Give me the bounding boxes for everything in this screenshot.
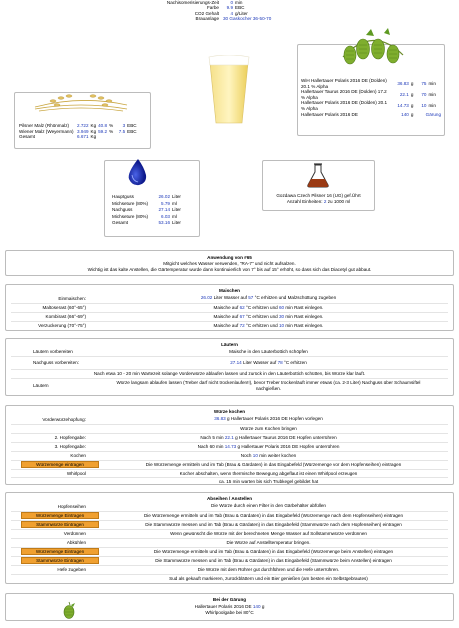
section-title: Bei der Gärung — [212, 597, 247, 602]
abseihen-card — [5, 492, 454, 584]
wuerzemenge-eintragen-button[interactable]: Würzemenge eintragen — [21, 461, 99, 468]
malt-total-row: Gesamt 6.671 Kg — [19, 134, 97, 140]
info-value: 9.9 — [226, 5, 233, 11]
hop-row: Hallertauer Taurus 2016 DE (Dolden) 17.2 % Alpha 22.1 g 70 min — [301, 89, 436, 100]
wuerzemenge-eintragen-button[interactable]: Würzemenge Eintragen — [21, 548, 99, 555]
hop-row: Hallertauer Polaris 2016 DE (Dolden) 20.1 % Alpha 14.73 g 10 min — [301, 100, 436, 111]
laeutern-row: Nach etwa 10 - 20 min Wartezeit solange Vorderwürze ablaufen lassen und zurück in den Läuterbottich schütten, bis Würze klar läuft. — [11, 369, 448, 377]
info-unit: min — [235, 0, 243, 5]
section-title: Maischen — [219, 288, 240, 293]
hops-icon — [338, 27, 408, 71]
water-row: Nachguss 27.14 Liter — [112, 207, 181, 213]
section-title: Würze kochen — [213, 409, 246, 414]
info-unit: EBC — [235, 5, 245, 11]
kochen-row: Vorderwürzehopfung: 36.83 g Hallertauer Polaris 2016 DE Hopfen vorlegen — [42, 416, 323, 422]
water-card — [104, 160, 200, 237]
malt-row: Wiener Malz (Weyermann) 3.949 Kg 59.2 % 7.5 EBC — [19, 128, 137, 134]
abseihen-row: Stammwürze Eintragen Die Stammwürze messen und im Tab (Brau & Gärdaten) in das Eingabefeld (Stammwürze nach dem Hopfenseihen) eintragen — [11, 520, 448, 528]
laeutern-row: Läutern Würze langsam ablaufen lassen (Treber darf nicht trockenlaufen!!), bevor Treber trockenläuft immer etwas (ca. 2-3 Liter) Nachguss über Schaumsiftel nachgießen. — [11, 378, 448, 392]
gaerung-card — [5, 593, 454, 621]
kochen-row: Würzemenge eintragen Die Würzemenge ermitteln und im Tab (Brau & Gärdaten) in das Eingabefeld (Würzemenge vor dem Hopfenseihen) eintragen — [11, 460, 448, 468]
water-row: Hauptguss 26.02 Liter — [112, 194, 181, 199]
anwendung-line: Mitgicht welches Wasser verwenden, "RA-7" und nicht aufsalzen. — [163, 261, 296, 266]
maischen-row: Kombirast (66°-69°) Maische auf 67 °C erhitzen und 30 min Rast einlegen. — [11, 312, 448, 320]
water-row: Gesamt 53.16 Liter — [112, 220, 181, 226]
water-drop-icon — [123, 157, 149, 187]
abseihen-row: Hefe zugeben Die Würze mit dem Rührer gut durchführen und die Hefe unterrühren. — [11, 565, 448, 573]
info-value: 0 — [230, 0, 233, 5]
laeutern-row: Nachguss vorbereiten: 27.14 Liter Wasser auf 78 °C erhitzen — [11, 356, 448, 368]
laeutern-row: Läutern vorbereiten Maische in den Läuterbottich schöpfen — [33, 348, 308, 354]
beer-glass-icon — [204, 55, 254, 125]
section-title: Anwendung von #65 — [207, 255, 252, 260]
anwendung-card — [5, 250, 454, 276]
hop-row: WiH Hallertauer Polaris 2016 DE (Dolden) 20.1 % Alpha 36.83 g 75 min — [301, 78, 436, 89]
info-label: Farbe — [206, 5, 219, 11]
malt-card — [14, 92, 151, 149]
info-label: Nachisomerisierungs-Zeit — [166, 0, 219, 5]
kochen-row: Würze zum Kochen bringen — [11, 424, 448, 432]
maischen-card — [5, 284, 454, 331]
maischen-row: Einmaischen: 26.02 Liter Wasser auf 57 °C erhitzen und Malzschüttung zugeben — [58, 295, 337, 301]
hops-card — [297, 44, 445, 136]
maischen-row: Maltoserast (60°-65°) Maische auf 62 °C erhitzen und 60 min Rast einlegen. — [11, 303, 448, 311]
flask-icon — [305, 163, 331, 189]
wuerzemenge-eintragen-button[interactable]: Würzemenge Eintragen — [21, 512, 99, 519]
top-info — [150, 0, 320, 22]
info-unit: g/Liter — [235, 10, 248, 16]
malt-row: Pilsner Malz (Rhönmalz) 2.722 Kg 40.8 % 3 EBC — [19, 123, 137, 128]
yeast-card — [262, 160, 375, 211]
water-row: Michseture (80%) 5.79 ml — [112, 200, 177, 206]
info-label: Brauanlage — [195, 16, 219, 22]
laeutern-card — [5, 338, 454, 396]
kochen-row: 3. Hopfengabe: Nach 60 min 14.73 g Hallertauer Polaris 2016 DE Hopfen unterrühren — [11, 442, 448, 450]
info-value: 4 — [230, 10, 233, 16]
yeast-amount: Anzahl Einheiten: 2 zu 1000 ml — [286, 198, 351, 204]
wuerze-kochen-card — [5, 405, 454, 485]
section-title: Abseihen / Anstellen — [206, 496, 252, 501]
abseihen-row: Würzemenge Eintragen Die Würzemenge ermitteln und im Tab (Brau & Gärdaten) in das Eingabefeld (Würzemenge beim Anstellen) eintragen — [11, 547, 448, 555]
maischen-row: Verzuckerung (70°-75°) Maische auf 72 °C erhitzen und 10 min Rast einlegen. — [11, 321, 448, 329]
grain-icon — [33, 87, 129, 113]
kochen-row: 2. Hopfengabe: Nach 5 min 22.1 g Hallertauer Taurus 2016 DE Hopfen unterrühren — [11, 433, 448, 441]
water-row: Michseture (80%) 6.03 ml — [112, 213, 177, 219]
stammwuerze-eintragen-button[interactable]: Stammwürze Eintragen — [21, 557, 99, 564]
kochen-row: Kochen Noch 10 min weiter kochen — [11, 451, 448, 459]
stammwuerze-eintragen-button[interactable]: Stammwürze Eintragen — [21, 521, 99, 528]
abseihen-row: Sud als gekauft markieren, zurückblättern und ein Bier genießen (am besten ein Selbstgebrautes) — [11, 574, 448, 582]
yeast-name: Gozdawa Czech Pilsner 16 (UG) gef.Ührt — [276, 193, 361, 198]
kochen-row: ca. 15 min warten bis sich Trubkegel gebildet hat — [11, 477, 448, 485]
abseihen-row: Würzemenge Eintragen Die Würzemenge ermitteln und im Tab (Brau & Gärdaten) in das Eingabefeld (Würzemenge nach dem Hopfenseihen) eintragen — [11, 511, 448, 519]
abseihen-row: Stammwürze Eintragen Die Stammwürze messen und im Tab (Brau & Gärdaten) in das Eingabefeld (Stammwürze beim Anstellen) eintragen — [11, 556, 448, 564]
hop-row: Hallertauer Polaris 2016 DE 140 g Gärung — [301, 111, 441, 117]
abseihen-row: Abkühlen Die Würze auf Anstelltemperatur bringen. — [11, 538, 448, 546]
info-label: CO2 Gehalt — [194, 10, 219, 16]
info-value: 30 Gaskocher 36-50-70 — [223, 16, 272, 22]
abseihen-row: Hopfenseihen Die Würze durch einen Filter in den Gärbehälter abfüllen — [57, 503, 326, 509]
anwendung-line: Wichtig ist das kalte Anstellen, die Gärtemperatur wurde dann kontinuierlich von 7° bis auf 15° erhöht, so dass sich das Diacetyl gut abbaut. — [87, 267, 372, 272]
section-title: Läutern — [221, 342, 238, 347]
abseihen-row: Verdünnen Wenn gewünscht die Würze mit der berechneten Menge Wasser auf Sollstammwürze verdünnen — [11, 529, 448, 537]
kochen-row: Whirlpool Kocher abschalten, wenn thermische Bewegung abgeflaut ist einen Whirlpool erzeugen — [11, 469, 448, 477]
gaerung-line: Whirlpoolgabe bei 80°C — [205, 610, 254, 615]
gaerung-line: Hallertauer Polaris 2016 DE 140 g — [194, 604, 265, 609]
